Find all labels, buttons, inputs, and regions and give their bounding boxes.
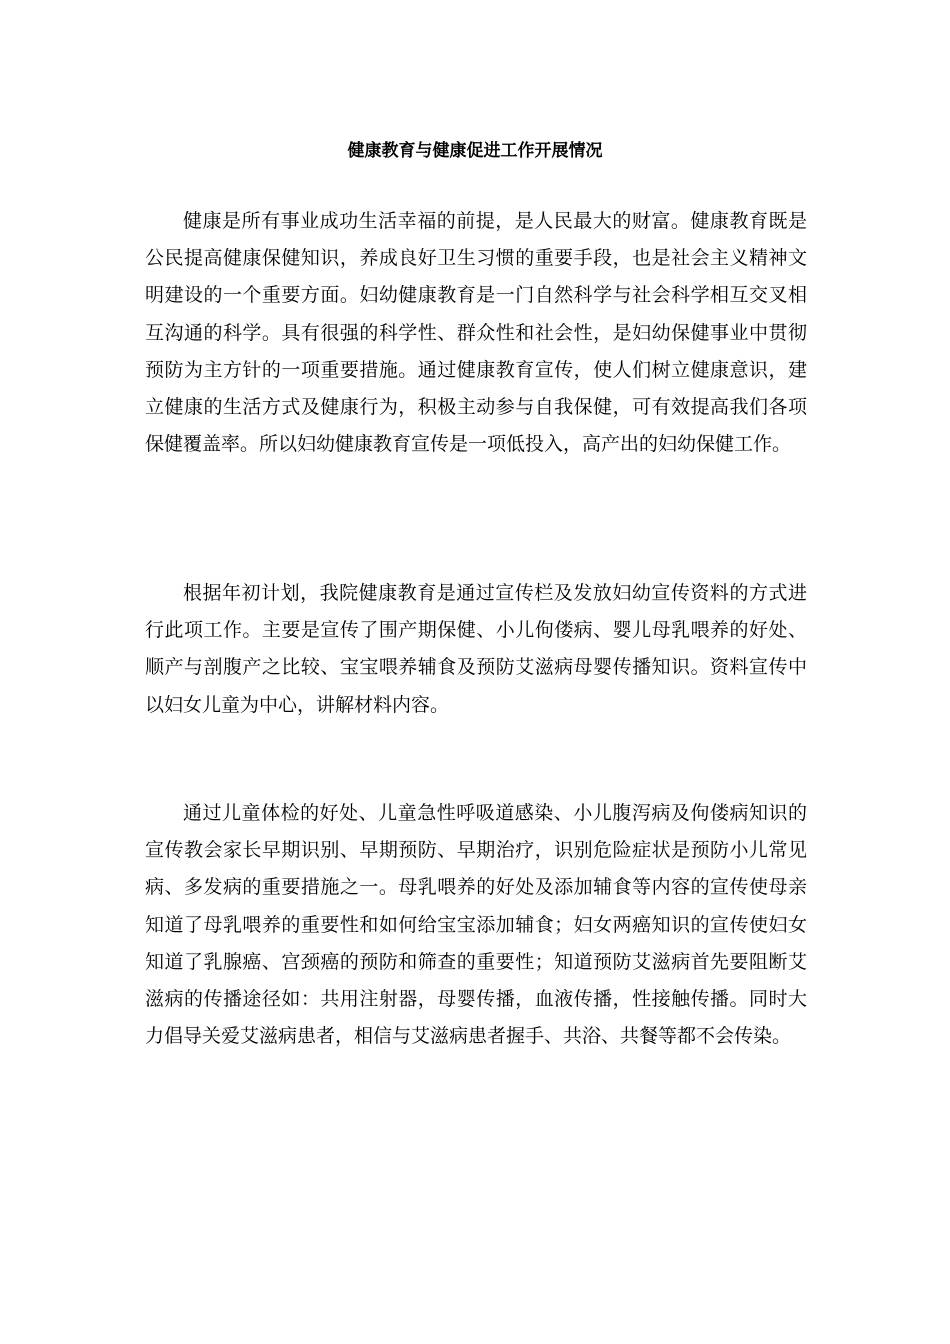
paragraph-plan: 根据年初计划，我院健康教育是通过宣传栏及发放妇幼宣传资料的方式进行此项工作。主要是宣传了围产期保健、小儿佝偻病、婴儿母乳喂养的好处、顺产与剖腹产之比较、宝宝喂养辅食及预防艾滋病母婴传播知识。资料宣传中以妇女儿童为中心，讲解材料内容。 xyxy=(145,582,807,716)
paragraph-intro: 健康是所有事业成功生活幸福的前提，是人民最大的财富。健康教育既是公民提高健康保健知识，养成良好卫生习惯的重要手段，也是社会主义精神文明建设的一个重要方面。妇幼健康教育是一门自然科学与社会科学相互交叉相互沟通的科学。具有很强的科学性、群众性和社会性，是妇幼保健事业中贯彻预防为主方针的一项重要措施。通过健康教育宣传，使人们树立健康意识，建立健康的生活方式及健康行为，积极主动参与自我保健，可有效提高我们各项保健覆盖率。所以妇幼健康教育宣传是一项低投入，高产出的妇幼保健工作。 xyxy=(145,210,807,456)
paragraph-outcomes: 通过儿童体检的好处、儿童急性呼吸道感染、小儿腹泻病及佝偻病知识的宣传教会家长早期识别、早期预防、早期治疗，识别危险症状是预防小儿常见病、多发病的重要措施之一。母乳喂养的好处及添加辅食等内容的宣传使母亲知道了母乳喂养的重要性和如何给宝宝添加辅食；妇女两癌知识的宣传使妇女知道了乳腺癌、宫颈癌的预防和筛查的重要性；知道预防艾滋病首先要阻断艾滋病的传播途径如：共用注射器，母婴传播，血液传播，性接触传播。同时大力倡导关爱艾滋病患者，相信与艾滋病患者握手、共浴、共餐等都不会传染。 xyxy=(145,802,807,1048)
document-title: 健康教育与健康促进工作开展情况 xyxy=(347,141,603,161)
